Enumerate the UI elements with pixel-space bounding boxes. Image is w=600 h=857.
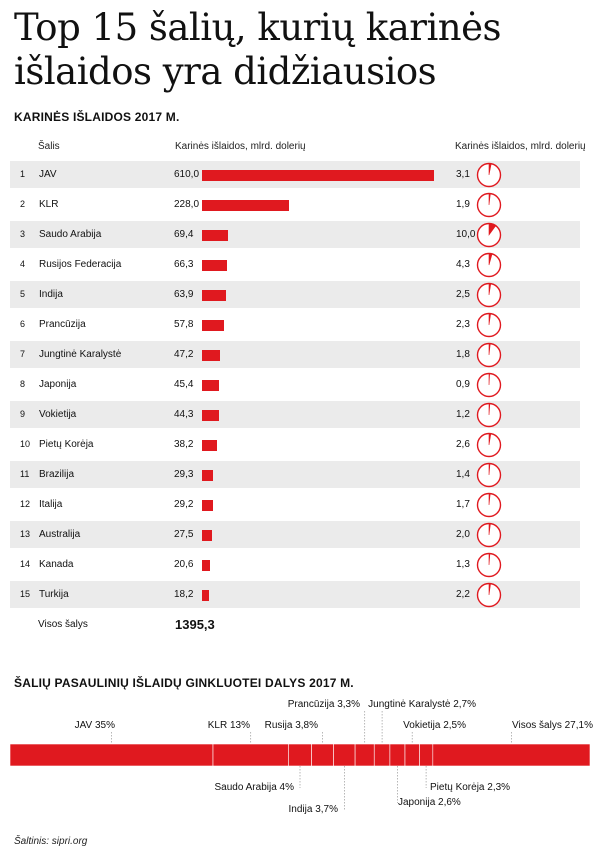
share-segment [288,744,311,766]
row-value: 66,3 [174,259,194,270]
table-row [10,551,580,578]
spending-bar [202,290,226,301]
world-share-chart [0,690,600,830]
table-row [10,431,580,458]
row-rank: 9 [20,409,26,419]
table-row [10,191,580,218]
share-segment [334,744,355,766]
row-share-value: 1,7 [456,499,470,510]
row-country: Jungtinė Karalystė [39,349,122,360]
share-segment [213,744,288,766]
row-share-value: 1,4 [456,469,470,480]
row-value: 18,2 [174,589,194,600]
table-row [10,251,580,278]
share-segment [405,744,420,766]
total-label: Visos šalys [38,619,88,630]
share-label: KLR 13% [207,720,250,731]
row-value: 228,0 [174,199,200,210]
row-share-value: 2,6 [456,439,470,450]
row-country: Saudo Arabija [39,229,102,240]
share-segment [312,744,334,766]
row-country: Prancūzija [39,319,86,330]
share-pie [476,282,502,308]
share-pie [476,492,502,518]
row-country: Kanada [39,559,74,570]
row-share-value: 1,9 [456,199,470,210]
share-pie [476,522,502,548]
share-segment [433,744,590,766]
table-row [10,221,580,248]
column-header-share: Karinės išlaidos, mlrd. dolerių [455,141,586,152]
page-title: Top 15 šalių, kurių karinės išlaidos yra didžiausios [14,6,502,93]
row-share-value: 0,9 [456,379,470,390]
table-row [10,371,580,398]
spending-bar [202,320,224,331]
share-label: Pietų Korėja 2,3% [430,782,511,793]
row-rank: 8 [20,379,26,389]
row-rank: 6 [20,319,26,329]
source-note: Šaltinis: sipri.org [14,836,88,847]
table-row [10,341,580,368]
row-country: Australija [39,529,81,540]
row-rank: 12 [20,499,31,509]
share-pie [476,582,502,608]
share-segment [355,744,374,766]
share-pie [476,462,502,488]
table-row [10,281,580,308]
table-row [10,311,580,338]
share-pie [476,162,502,188]
total-value: 1395,3 [175,617,215,632]
row-value: 69,4 [174,229,194,240]
row-country: KLR [39,199,59,210]
row-rank: 11 [20,469,30,479]
share-label: Japonija 2,6% [398,797,461,808]
spending-bar [202,410,219,421]
share-label: Rusija 3,8% [264,720,318,731]
spending-bar [202,230,228,241]
spending-bar [202,470,213,481]
row-value: 57,8 [174,319,194,330]
share-pie [476,402,502,428]
row-value: 44,3 [174,409,194,420]
row-share-value: 1,2 [456,409,470,420]
column-header-spending: Karinės išlaidos, mlrd. dolerių [175,141,306,152]
spending-bar [202,350,220,361]
column-header-country: Šalis [38,141,60,152]
share-segment [419,744,432,766]
table-row [10,461,580,488]
row-country: Brazilija [39,469,75,480]
row-share-value: 10,0 [456,229,476,240]
row-rank: 14 [20,559,31,569]
row-value: 20,6 [174,559,194,570]
row-country: Turkija [39,589,69,600]
spending-bar [202,200,289,211]
share-pie [476,432,502,458]
spending-bar [202,530,212,541]
share-label: Saudo Arabija 4% [214,782,294,793]
table-row [10,401,580,428]
share-pie [476,192,502,218]
row-rank: 13 [20,529,31,539]
spending-bar [202,500,213,511]
row-rank: 7 [20,349,26,359]
row-country: Vokietija [39,409,77,420]
row-country: Japonija [39,379,77,390]
spending-bar [202,260,227,271]
row-value: 27,5 [174,529,194,540]
share-pie [476,372,502,398]
row-country: Rusijos Federacija [39,259,122,270]
row-rank: 3 [20,229,26,239]
row-share-value: 2,5 [456,289,470,300]
row-value: 610,0 [174,169,200,180]
row-rank: 1 [20,169,26,179]
table-row [10,581,580,608]
row-value: 47,2 [174,349,194,360]
row-rank: 2 [20,199,26,209]
table-row [10,491,580,518]
row-share-value: 3,1 [456,169,470,180]
spending-bar [202,440,217,451]
row-rank: 15 [20,589,31,599]
table-row [10,521,580,548]
share-chart-title: ŠALIŲ PASAULINIŲ IŠLAIDŲ GINKLUOTEI DALYS 2017 M. [14,676,354,690]
row-share-value: 2,0 [456,529,470,540]
row-share-value: 4,3 [456,259,470,270]
share-label: Vokietija 2,5% [403,720,466,731]
row-country: JAV [39,169,57,180]
row-share-value: 2,2 [456,589,470,600]
spending-bar [202,560,210,571]
share-label: Visos šalys 27,1% [512,720,593,731]
spending-bar [202,170,434,181]
share-pie [476,222,502,248]
row-country: Italija [39,499,63,510]
share-segment [374,744,390,766]
row-country: Pietų Korėja [39,439,94,450]
share-label: Jungtinė Karalystė 2,7% [368,699,476,710]
share-pie [476,552,502,578]
spending-bar [202,590,209,601]
share-segment [390,744,405,766]
row-rank: 5 [20,289,26,299]
spending-bar [202,380,219,391]
share-label: JAV 35% [74,720,115,731]
row-value: 63,9 [174,289,194,300]
row-share-value: 1,3 [456,559,470,570]
row-share-value: 2,3 [456,319,470,330]
row-rank: 10 [20,439,31,449]
row-value: 29,3 [174,469,194,480]
share-segment [10,744,213,766]
table-row [10,161,580,188]
chart-subtitle: KARINĖS IŠLAIDOS 2017 M. [14,110,180,124]
share-label: Prancūzija 3,3% [287,699,360,710]
share-pie [476,252,502,278]
row-value: 45,4 [174,379,194,390]
row-rank: 4 [20,259,26,269]
share-label: Indija 3,7% [288,804,338,815]
row-share-value: 1,8 [456,349,470,360]
share-pie [476,312,502,338]
row-country: Indija [39,289,63,300]
share-pie [476,342,502,368]
row-value: 38,2 [174,439,194,450]
row-value: 29,2 [174,499,194,510]
